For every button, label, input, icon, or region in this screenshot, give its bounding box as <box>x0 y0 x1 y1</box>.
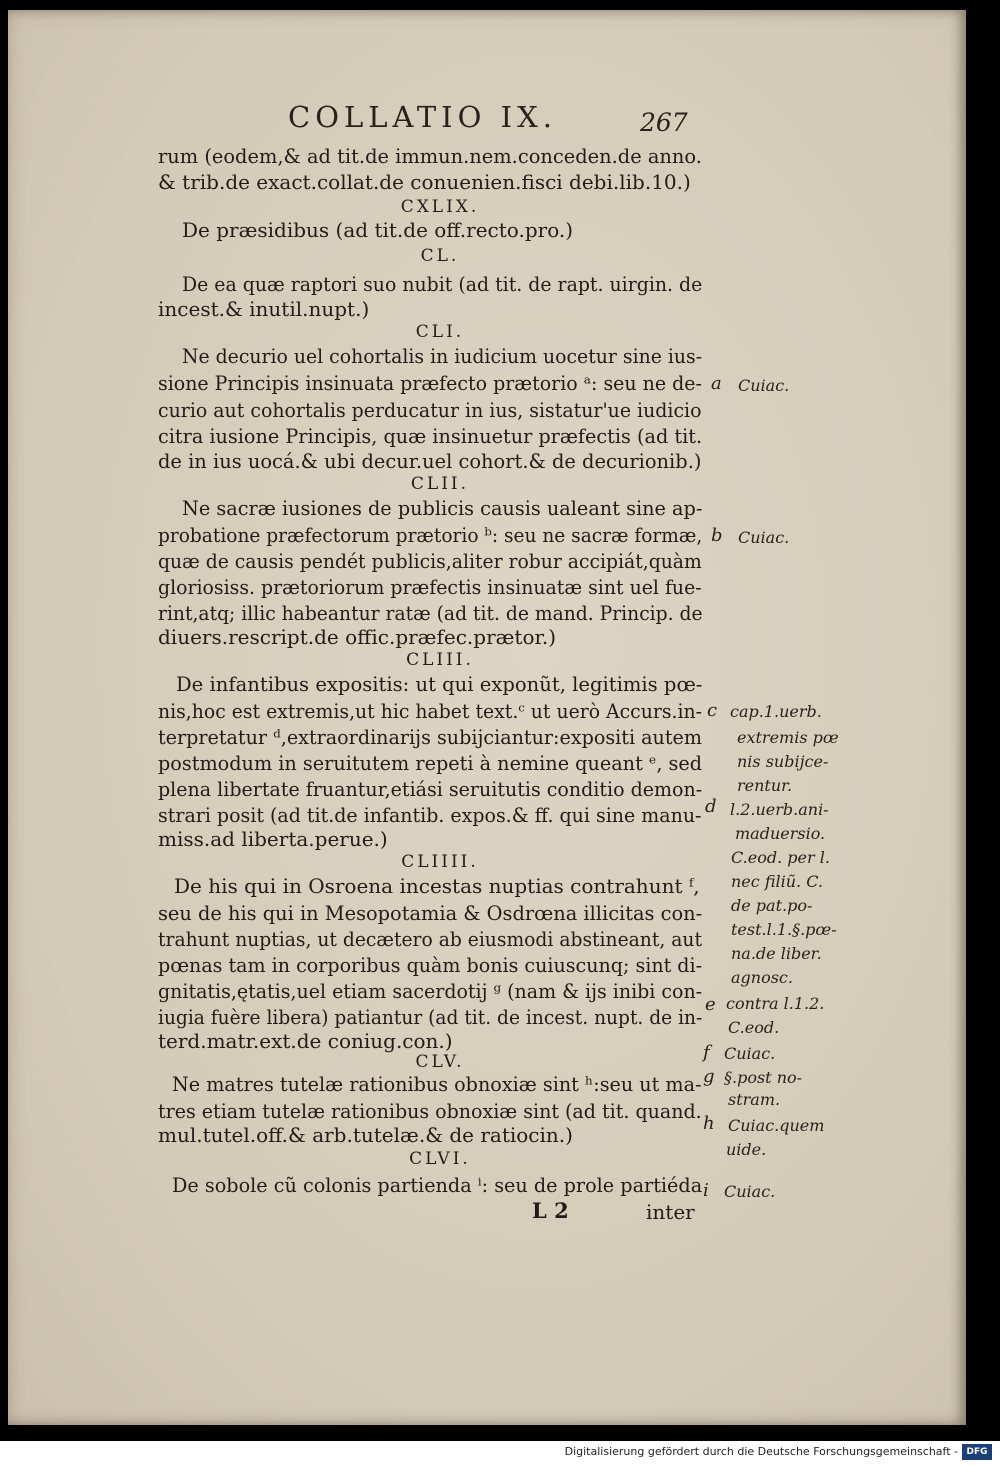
text-line: & trib.de exact.collat.de conuenien.fisci debi.lib.10.) <box>158 170 691 194</box>
signature-mark: L 2 <box>532 1198 569 1223</box>
text-line: strari posit (ad tit.de infantib. expos.& ff. qui sine manu- <box>158 803 702 827</box>
margin-note: C.eod. per l. <box>731 848 830 867</box>
text-line: miss.ad liberta.perue.) <box>158 827 388 851</box>
text-line: trahunt nuptias, ut decætero ab eiusmodi abstineant, aut <box>158 927 702 951</box>
margin-note: na.de liber. <box>731 944 822 963</box>
margin-note: agnosc. <box>731 968 793 987</box>
margin-note: Cuiac. <box>724 1182 776 1201</box>
margin-letter: d <box>705 796 717 817</box>
text-line: postmodum in seruitutem repeti à nemine queant ᵉ, sed <box>158 751 703 775</box>
margin-note: Cuiac. <box>724 1044 776 1063</box>
text-line: sione Principis insinuata præfecto prætorio ᵃ: seu ne de- <box>158 371 702 395</box>
section-heading: CL. <box>420 246 460 266</box>
folio-number: 267 <box>640 108 688 137</box>
margin-letter: i <box>703 1180 709 1201</box>
text-line: citra iusione Principis, quæ insinuetur præfectis (ad tit. <box>158 424 703 448</box>
text-line: seu de his qui in Mesopotamia & Osdrœna illicitas con- <box>158 901 703 925</box>
margin-note: nec filiũ. C. <box>731 872 823 891</box>
margin-letter: c <box>707 700 718 721</box>
text-line: curio aut cohortalis perducatur in ius, sistatur'ue iudicio <box>158 398 702 422</box>
text-line: De sobole cũ colonis partienda ⁱ: seu de prole partiéda <box>172 1173 703 1197</box>
margin-note: nis subijce- <box>737 752 829 771</box>
margin-note: test.l.1.§.pœ- <box>731 920 837 939</box>
margin-note: stram. <box>728 1090 781 1109</box>
margin-letter: e <box>705 994 716 1015</box>
text-line: pœnas tam in corporibus quàm bonis cuiuscunq; sint di- <box>158 953 703 977</box>
text-line: rum (eodem,& ad tit.de immun.nem.conceden.de anno. <box>158 144 702 168</box>
section-heading: CLII. <box>410 474 470 494</box>
margin-letter: f <box>703 1042 710 1063</box>
margin-note: rentur. <box>737 776 793 795</box>
footer-bar <box>0 1441 1000 1465</box>
text-line: tres etiam tutelæ rationibus obnoxiæ sint (ad tit. quand. <box>158 1099 702 1123</box>
text-line: quæ de causis pendét publicis,aliter robur accipiát,quàm <box>158 549 702 573</box>
margin-letter: g <box>703 1066 715 1087</box>
text-line: De ea quæ raptori suo nubit (ad tit. de rapt. uirgin. de <box>182 272 703 296</box>
section-heading: CLVI. <box>409 1149 471 1169</box>
text-line: Ne decurio uel cohortalis in iudicium uocetur sine ius- <box>182 344 703 368</box>
text-line: probatione præfectorum prætorio ᵇ: seu ne sacræ formæ, <box>158 523 703 547</box>
text-line: gnitatis,ętatis,uel etiam sacerdotij ᵍ (nam & ijs inibi con- <box>158 979 703 1003</box>
margin-letter: h <box>703 1113 715 1134</box>
margin-note: Cuiac. <box>738 376 790 395</box>
margin-note: Cuiac.quem <box>728 1116 825 1135</box>
text-line: Ne matres tutelæ rationibus obnoxiæ sint ʰ:seu ut ma- <box>172 1072 702 1096</box>
margin-note: l.2.uerb.ani- <box>730 800 829 819</box>
text-line: iugia fuère libera) patiantur (ad tit. de incest. nupt. de in- <box>158 1005 703 1029</box>
margin-note: maduersio. <box>735 824 826 843</box>
margin-note: C.eod. <box>728 1018 780 1037</box>
margin-note: contra l.1.2. <box>726 994 825 1013</box>
margin-note: §.post no- <box>724 1068 803 1087</box>
margin-note: de pat.po- <box>731 896 813 915</box>
margin-note: Cuiac. <box>738 528 790 547</box>
catchword: inter <box>646 1200 695 1224</box>
section-heading: CLI. <box>415 322 465 342</box>
text-line: De his qui in Osroena incestas nuptias contrahunt ᶠ, <box>174 874 700 898</box>
dfg-logo: DFG <box>962 1444 992 1460</box>
text-line: nis,hoc est extremis,ut hic habet text.ᶜ ut uerò Accurs.in- <box>158 699 702 723</box>
text-line: de in ius uocá.& ubi decur.uel cohort.& de decurionib.) <box>158 449 702 473</box>
footer-credit: Digitalisierung gefördert durch die Deutsche Forschungsgemeinschaft - <box>564 1445 958 1458</box>
section-heading: CLIIII. <box>401 852 479 872</box>
margin-note: extremis pœ <box>737 728 839 747</box>
text-line: mul.tutel.off.& arb.tutelæ.& de ratiocin.) <box>158 1123 573 1147</box>
section-heading: CLIII. <box>406 650 474 670</box>
margin-letter: b <box>711 525 723 546</box>
margin-note: uide. <box>726 1140 767 1159</box>
text-line: plena libertate fruantur,etiási seruitutis conditio demon- <box>158 777 703 801</box>
text-line: terpretatur ᵈ,extraordinarijs subijciantur:expositi autem <box>158 725 702 749</box>
margin-note: cap.1.uerb. <box>730 702 822 721</box>
text-line: Ne sacræ iusiones de publicis causis ualeant sine ap- <box>182 496 703 520</box>
text-line: De infantibus expositis: ut qui exponũt, legitimis pœ- <box>176 672 703 696</box>
text-line: rint,atq; illic habeantur ratæ (ad tit. de mand. Princip. de <box>158 601 703 625</box>
text-line: De præsidibus (ad tit.de off.recto.pro.) <box>182 218 574 242</box>
margin-letter: a <box>711 373 722 394</box>
text-line: gloriosiss. prætoriorum præfectis insinuatæ sint uel fue- <box>158 575 702 599</box>
text-line: diuers.rescript.de offic.præfec.prætor.) <box>158 625 557 649</box>
section-heading: CXLIX. <box>400 197 480 217</box>
running-title: COLLATIO IX. <box>288 100 557 134</box>
text-line: terd.matr.ext.de coniug.con.) <box>158 1029 453 1053</box>
text-line: incest.& inutil.nupt.) <box>158 297 370 321</box>
section-heading: CLV. <box>415 1052 465 1072</box>
